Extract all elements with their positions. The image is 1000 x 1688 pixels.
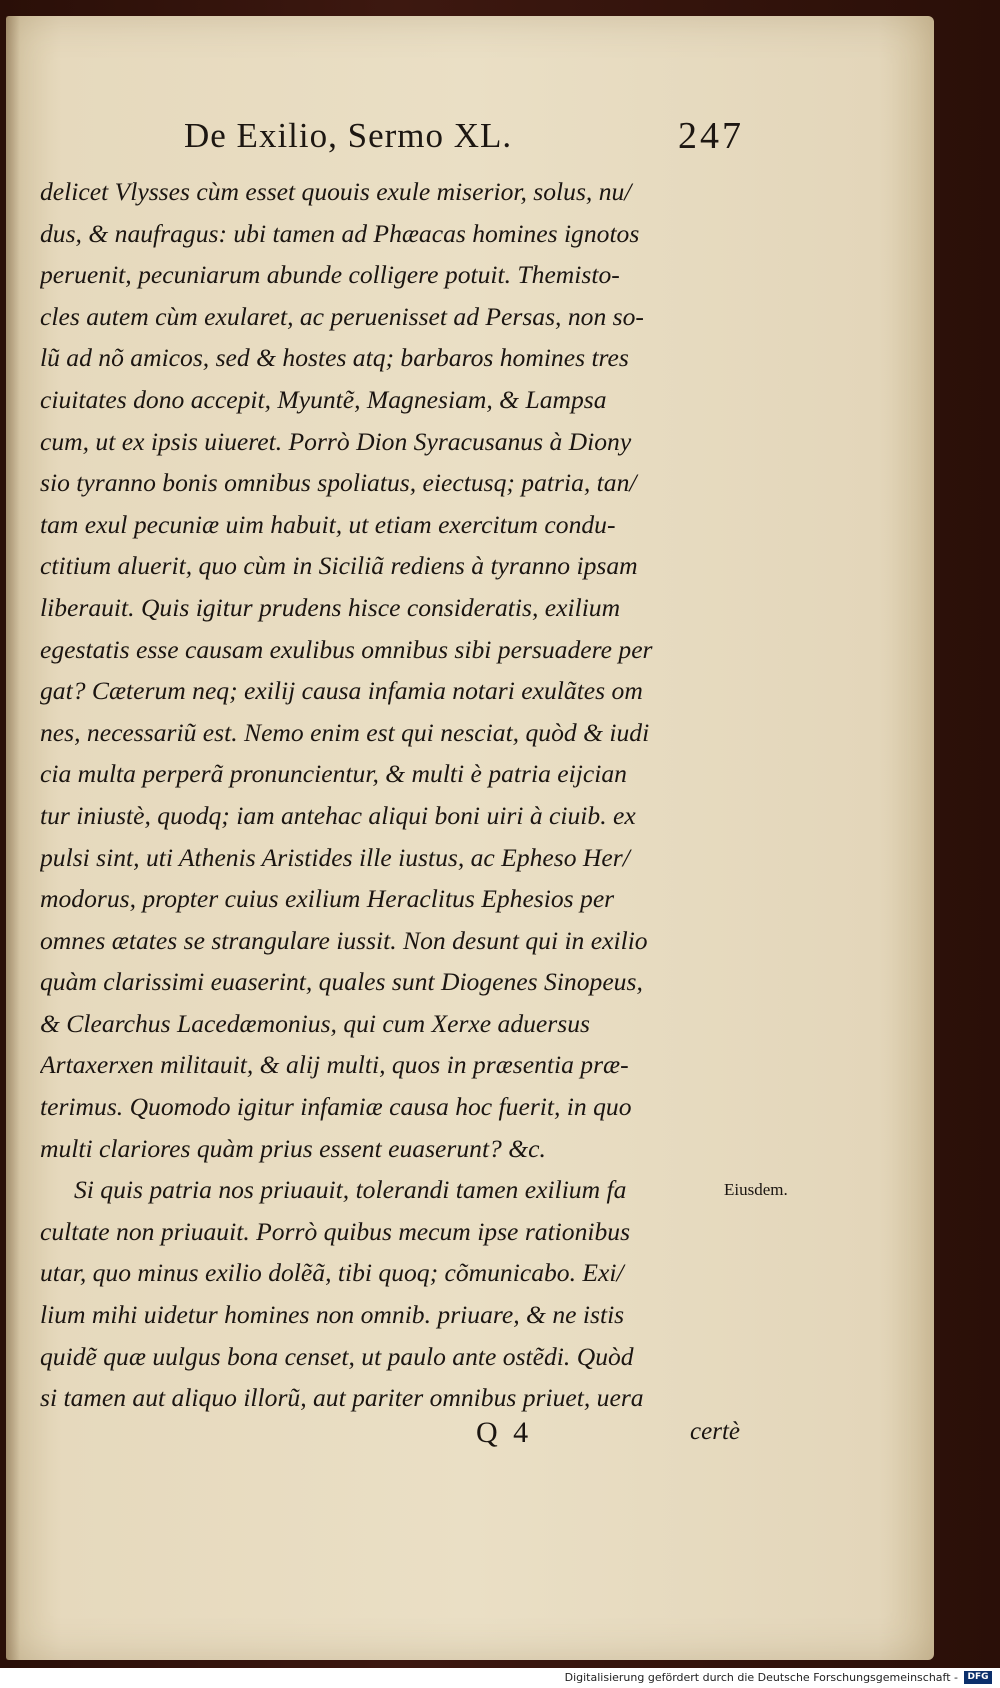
digitization-credit: Digitalisierung gefördert durch die Deutsche Forschungsgemeinschaft - <box>564 1671 958 1684</box>
text-line: si tamen aut aliquo illorũ, aut pariter omnibus priuet, uera <box>40 1383 644 1413</box>
text-line: & Clearchus Lacedæmonius, qui cum Xerxe aduersus <box>40 1008 590 1038</box>
text-line: cia multa perperã pronuncientur, & multi è patria eijcian <box>40 759 627 789</box>
text-line: lũ ad nõ amicos, sed & hostes atq; barbaros homines tres <box>40 343 629 373</box>
catchword: certè <box>690 1418 740 1445</box>
page-header <box>184 116 744 164</box>
text-line: delicet Vlysses cùm esset quouis exule miserior, solus, nu/ <box>40 177 632 206</box>
running-title: De Exilio, Sermo XL. <box>184 116 513 155</box>
text-line: cultate non priuauit. Porrò quibus mecum ipse rationibus <box>40 1216 631 1246</box>
signature-mark: Q 4 <box>476 1416 533 1449</box>
text-line: sio tyranno bonis omnibus spoliatus, eiectusq; patria, tan/ <box>40 468 637 498</box>
digitization-bar <box>0 1668 1000 1688</box>
margin-note: Eiusdem. <box>724 1180 788 1199</box>
page-number: 247 <box>678 115 744 157</box>
text-line: quàm clarissimi euaserint, quales sunt Diogenes Sinopeus, <box>40 967 643 997</box>
text-line: cum, ut ex ipsis uiueret. Porrò Dion Syracusanus à Diony <box>40 426 632 456</box>
text-line: egestatis esse causam exulibus omnibus sibi persuadere per <box>40 634 653 664</box>
text-line: dus, & naufragus: ubi tamen ad Phæacas homines ignotos <box>40 218 640 248</box>
text-line: Artaxerxen militauit, & alij multi, quos in præsentia præ- <box>40 1050 629 1080</box>
dfg-logo-icon: DFG <box>964 1671 992 1684</box>
text-line: peruenit, pecuniarum abunde colligere potuit. Themisto- <box>40 260 620 290</box>
text-line: terimus. Quomodo igitur infamiæ causa hoc fuerit, in quo <box>40 1092 632 1122</box>
body-text <box>40 171 740 1419</box>
page-footer <box>476 1416 740 1456</box>
text-line: modorus, propter cuius exilium Heraclitus Ephesios per <box>40 884 615 914</box>
text-line: tur iniustè, quodq; iam antehac aliqui boni uiri à ciuib. ex <box>40 800 636 830</box>
text-line: lium mihi uidetur homines non omnib. priuare, & ne istis <box>40 1300 625 1330</box>
paragraph-first-line: Si quis patria nos priuauit, tolerandi tamen exilium fa <box>74 1175 627 1205</box>
text-line: nes, necessariũ est. Nemo enim est qui nesciat, quòd & iudi <box>40 717 650 747</box>
text-line: ciuitates dono accepit, Myuntẽ, Magnesiam, & Lampsa <box>40 384 607 414</box>
text-line: multi clariores quàm prius essent euaserunt? &c. <box>40 1133 546 1163</box>
text-line: liberauit. Quis igitur prudens hisce consideratis, exilium <box>40 592 621 622</box>
text-line: tam exul pecuniæ uim habuit, ut etiam exercitum condu- <box>40 509 616 539</box>
text-line: quidẽ quæ uulgus bona censet, ut paulo ante ostẽdi. Quòd <box>40 1341 634 1371</box>
text-line: pulsi sint, uti Athenis Aristides ille iustus, ac Epheso Her/ <box>40 842 630 872</box>
text-line: omnes ætates se strangulare iussit. Non desunt qui in exilio <box>40 925 648 955</box>
text-line: gat? Cæterum neq; exilij causa infamia notari exulãtes om <box>40 676 643 706</box>
book-page <box>6 16 934 1660</box>
text-line: cles autem cùm exularet, ac peruenisset ad Persas, non so- <box>40 301 644 331</box>
text-line: ctitium aluerit, quo cùm in Siciliã rediens à tyranno ipsam <box>40 551 638 581</box>
text-line: utar, quo minus exilio dolẽã, tibi quoq; cõmunicabo. Exi/ <box>40 1258 624 1288</box>
page-spine-shadow <box>6 16 20 1660</box>
